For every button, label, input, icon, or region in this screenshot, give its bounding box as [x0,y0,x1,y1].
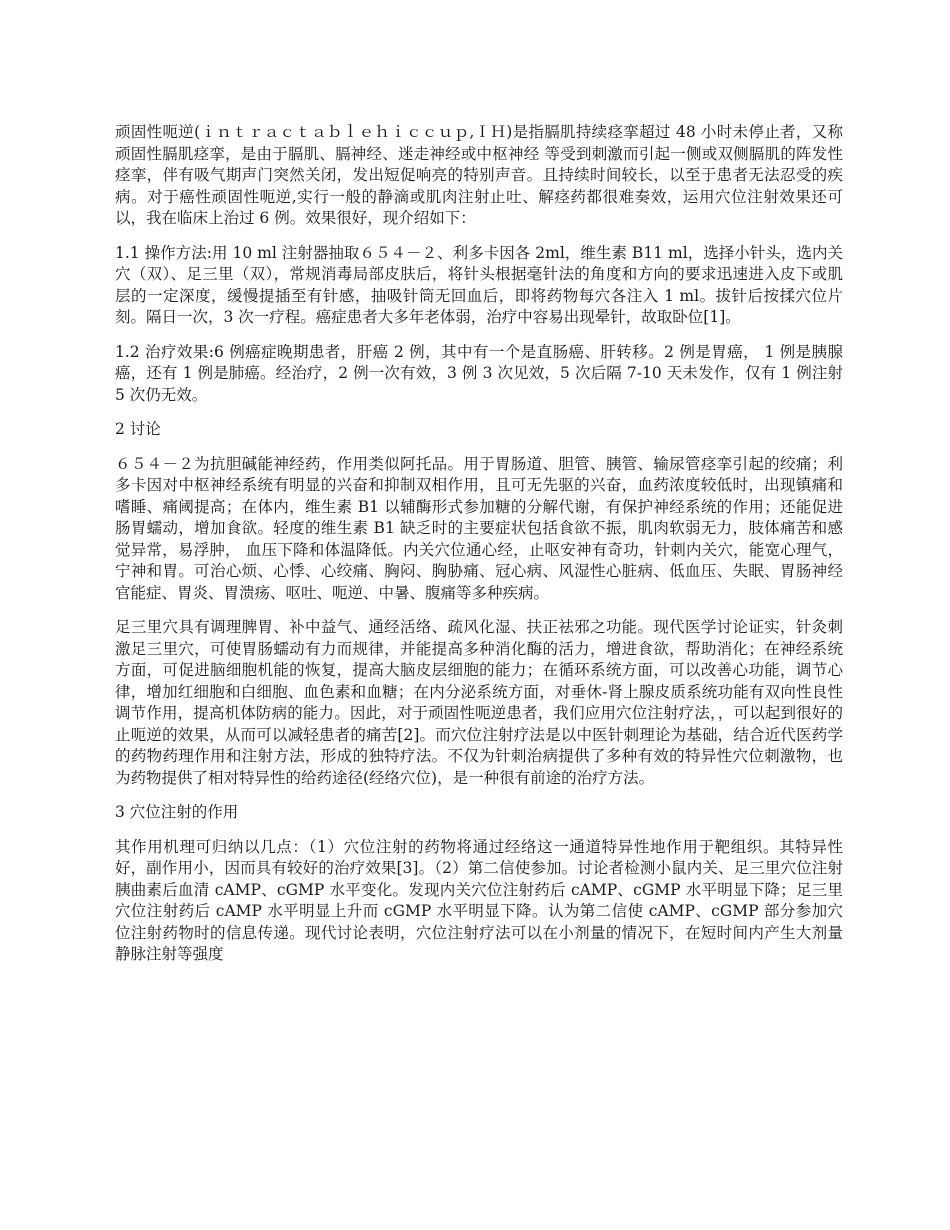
section-2-heading: 2 讨论 [115,420,161,438]
discussion-paragraph-1: ６５４－２为抗胆碱能神经药，作用类似阿托品。用于胃肠道、胆管、胰管、输尿管痉挛引起的绞痛；利多卡因对中枢神经系统有明显的兴奋和抑制双相作用，且可无先驱的兴奋，血药浓度较低时，出现镇痛和嗜睡、痛阈提高；在体内，维生素 B1 以辅酶形式参加糖的分解代谢，有保护神经系统的作用；还能促进肠胃蠕动，增加食欲。轻度的维生素 B1 缺乏时的主要症状包括食欲不振，肌肉软弱无力，肢体痛苦和感觉异常，易浮肿， 血压下降和体温降低。内关穴位通心经，止呕安神有奇功，针刺内关穴，能宽心理气，宁神和胃。可治心烦、心悸、心绞痛、胸闷、胸胁痛、冠心病、风湿性心脏病、低血压、失眠、胃肠神经官能症、胃炎、胃溃疡、呕吐、呃逆、中暑、腹痛等多种疾病。 [115,454,843,602]
section-3-paragraph-1: 其作用机理可归纳以几点：（1）穴位注射的药物将通过经络这一通道特异性地作用于靶组织。其特异性好，副作用小，因而具有较好的治疗效果[3]。（2）第二信使参加。讨论者检测小鼠内关、足三里穴位注射胰曲素后血清 cAMP、cGMP 水平变化。发现内关穴位注射药后 cAMP、cGMP 水平明显下降；足三里穴位注射药后 cAMP 水平明显上升而 cGMP 水平明显下降。认为第二信使 cAMP、cGMP 部分参加穴位注射药物时的信息传递。现代讨论表明，穴位注射疗法可以在小剂量的情况下，在短时间内产生大剂量静脉注射等强度 [115,837,843,963]
section-1-2-paragraph: 1.2 治疗效果:6 例癌症晚期患者，肝癌 2 例，其中有一个是直肠癌、肝转移。2 例是胃癌， 1 例是胰腺癌，还有 1 例是肺癌。经治疗，2 例一次有效，3 例 3 次见效，5 次后隔 7-10 天未发作，仅有 1 例注射 5 次仍无效。 [115,342,843,404]
document-body [115,122,843,979]
discussion-paragraph-2: 足三里穴具有调理脾胃、补中益气、通经活络、疏风化湿、扶正祛邪之功能。现代医学讨论证实，针灸刺激足三里穴，可使胃肠蠕动有力而规律，并能提高多种消化酶的活力，增进食欲，帮助消化；在神经系统方面，可促进脑细胞机能的恢复，提高大脑皮层细胞的能力；在循环系统方面，可以改善心功能，调节心律，增加红细胞和白细胞、血色素和血糖；在内分泌系统方面，对垂休-肾上腺皮质系统功能有双向性良性调节作用，提高机体防病的能力。因此，对于顽固性呃逆患者，我们应用穴位注射疗法，，可以起到很好的止呃逆的效果，从而可以减轻患者的痛苦[2]。而穴位注射疗法是以中医针刺理论为基础，结合近代医药学的药物药理作用和注射方法，形成的独特疗法。不仅为针刺治病提供了多种有效的特异性穴位刺激物，也为药物提供了相对特异性的给药途径(经络穴位)，是一种很有前途的治疗方法。 [115,618,843,787]
section-1-1-paragraph: 1.1 操作方法:用 10 ml 注射器抽取６５４－２、利多卡因各 2ml，维生素 B11 ml，选择小针头，选内关穴（双）、足三里（双），常规消毒局部皮肤后，将针头根据毫针法的角度和方向的要求迅速进入皮下或肌层的一定深度，缓慢提插至有针感，抽吸针筒无回血后，即将药物每穴各注入 1 ml。拔针后按揉穴位片刻。隔日一次，3 次一疗程。癌症患者大多年老体弱，治疗中容易出现晕针，故取卧位[1]。 [115,243,843,326]
section-3-heading: 3 穴位注射的作用 [115,803,239,821]
intro-paragraph: 顽固性呃逆(ｉｎｔｒａｃｔａｂｌｅｈｉｃｃｕｐ,ＩＨ)是指膈肌持续痉挛超过 48 小时未停止者，又称顽固性膈肌痉挛，是由于膈肌、膈神经、迷走神经或中枢神经 等受到刺激而引起一侧或双侧膈肌的阵发性痉挛，伴有吸气期声门突然关闭，发出短促响亮的特别声音。且持续时间较长，以至于患者无法忍受的疾病。对于癌性顽固性呃逆,实行一般的静滴或肌肉注射止吐、解痉药都很难奏效，运用穴位注射效果还可以，我在临床上治过 6 例。效果很好，现介绍如下： [115,123,843,227]
